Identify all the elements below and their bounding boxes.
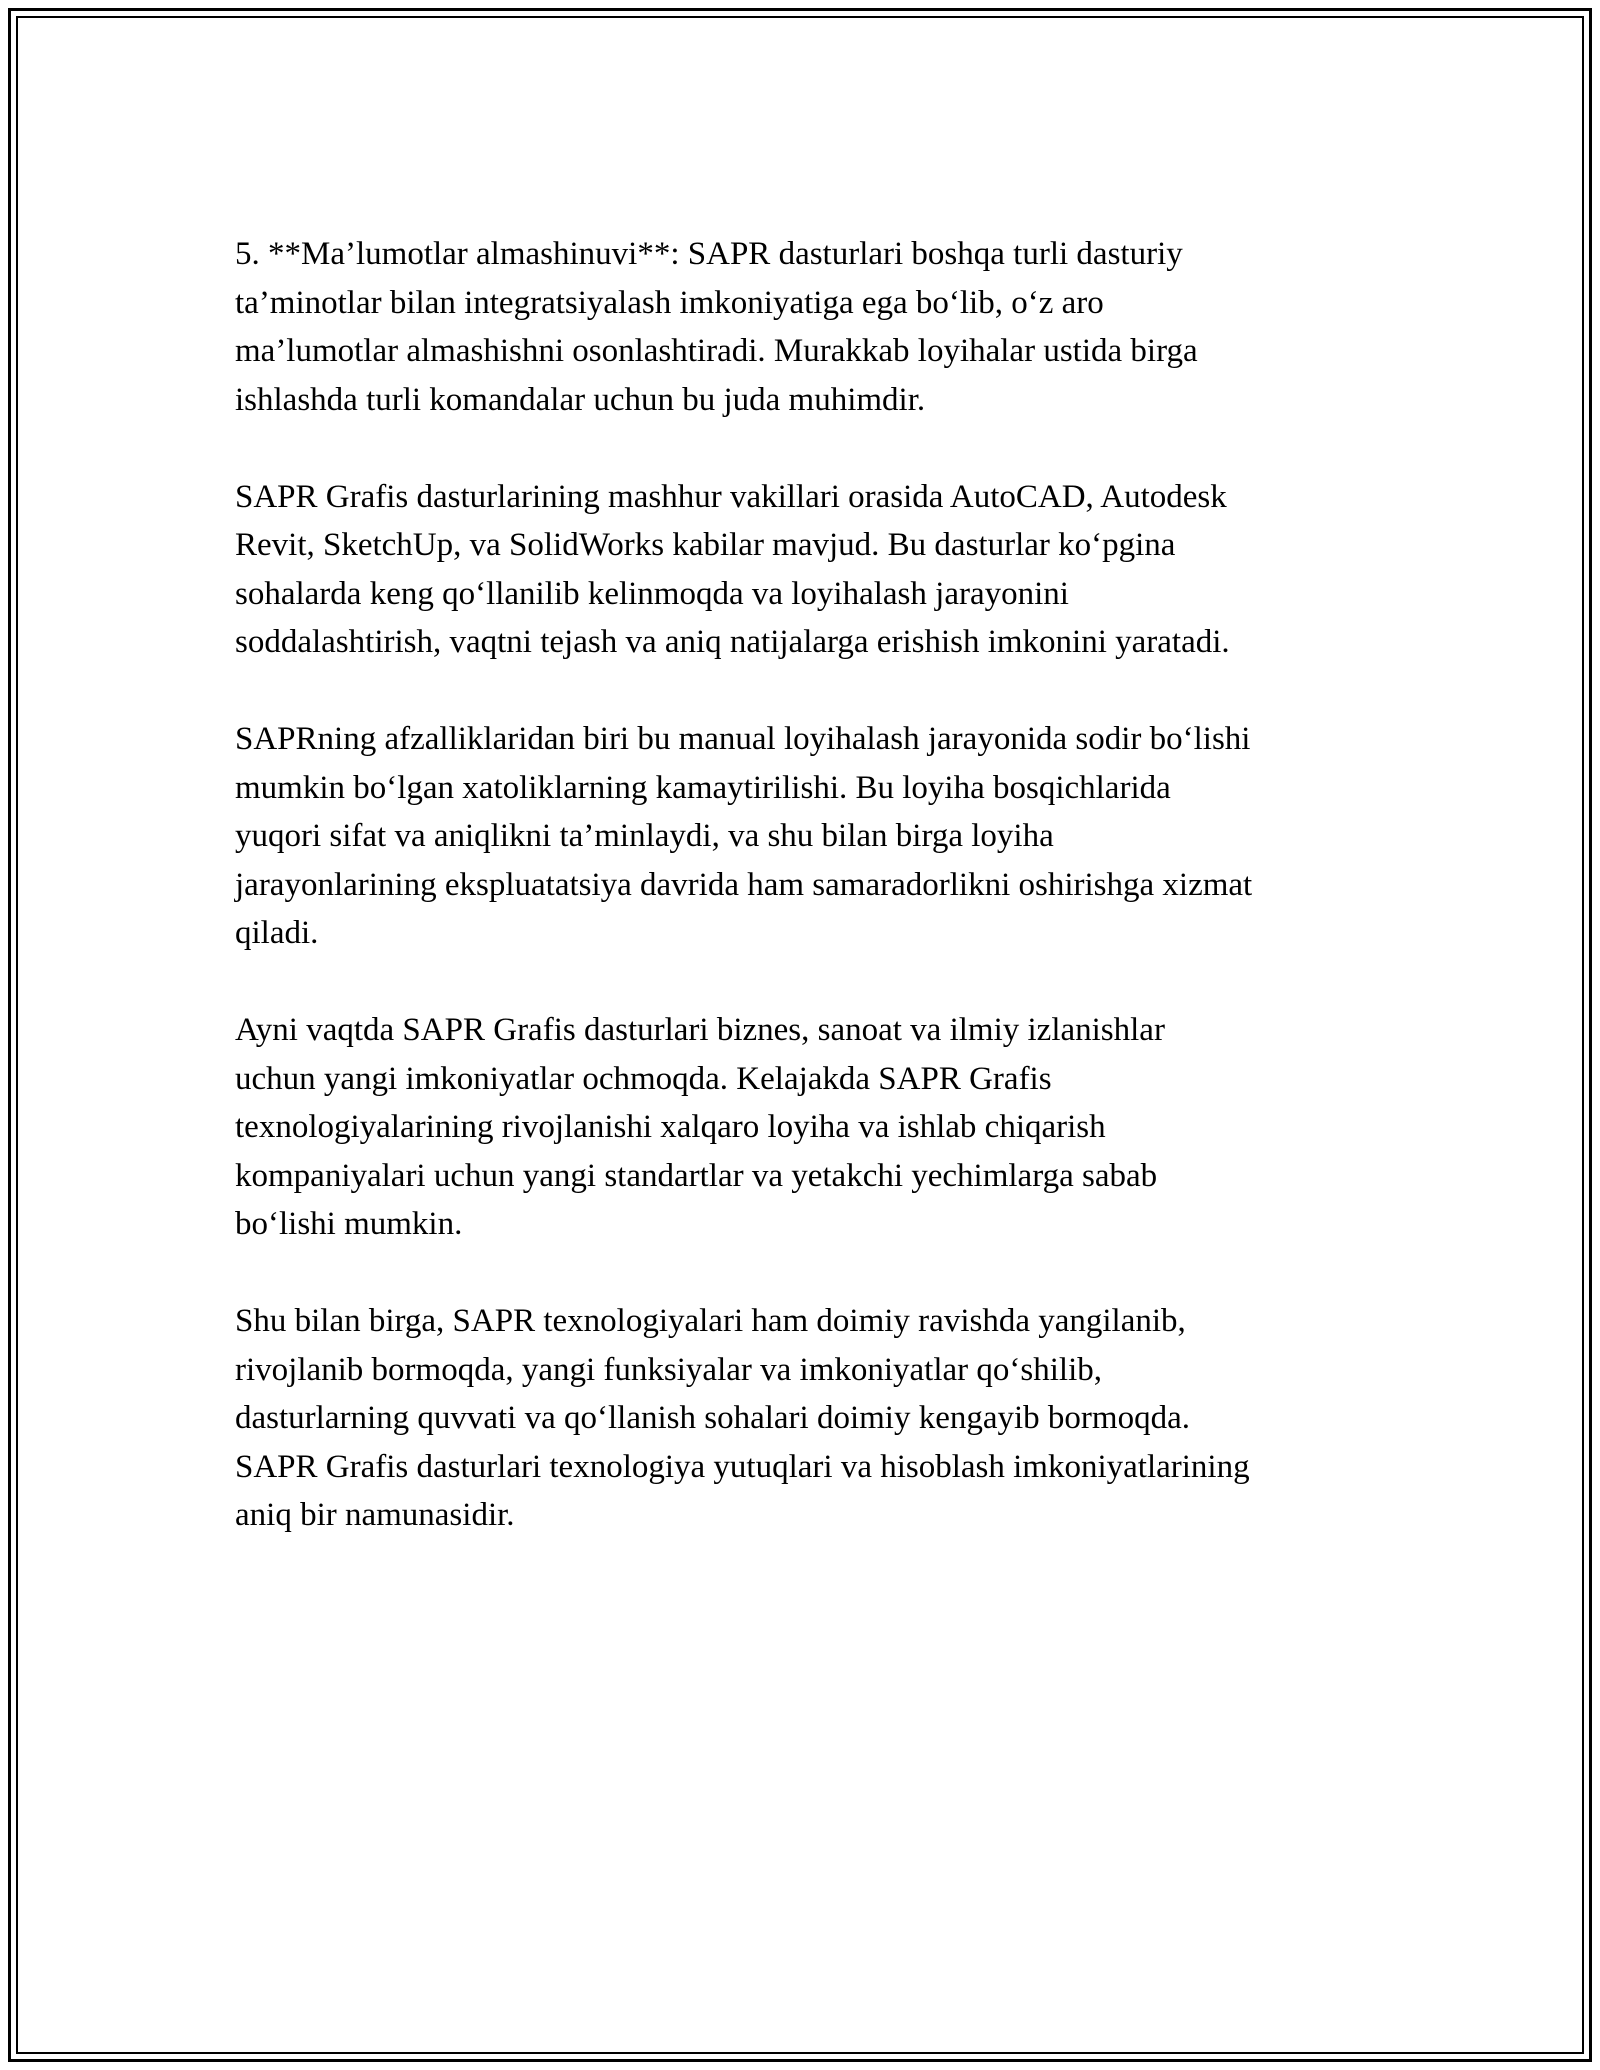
- text-line: SAPR Grafis dasturlarining mashhur vakillari orasida AutoCAD, Autodesk: [235, 478, 1227, 515]
- text-line: rivojlanib bormoqda, yangi funksiyalar va imkoniyatlar qo‘shilib,: [235, 1351, 1102, 1388]
- paragraph-continuous-updates: [235, 1297, 1385, 1540]
- text-line: SAPR Grafis dasturlari texnologiya yutuqlari va hisoblash imkoniyatlarining: [235, 1448, 1250, 1485]
- text-line: mumkin bo‘lgan xatoliklarning kamaytirilishi. Bu loyiha bosqichlarida: [235, 769, 1171, 806]
- text-line: 5. **Ma’lumotlar almashinuvi**: SAPR dasturlari boshqa turli dasturiy: [235, 236, 1183, 272]
- paragraph-popular-software: [235, 473, 1385, 667]
- document-body: [235, 230, 1385, 1588]
- text-line: Ayni vaqtda SAPR Grafis dasturlari biznes, sanoat va ilmiy izlanishlar: [235, 1012, 1165, 1048]
- text-line: kompaniyalari uchun yangi standartlar va yetakchi yechimlarga sabab: [235, 1157, 1158, 1194]
- paragraph-advantages: [235, 715, 1385, 958]
- paragraph-data-exchange: [235, 230, 1385, 424]
- text-line: jarayonlarining ekspluatatsiya davrida ham samaradorlikni oshirishga xizmat: [235, 866, 1253, 903]
- text-line: ta’minotlar bilan integratsiyalash imkoniyatiga ega bo‘lib, o‘z aro: [235, 284, 1104, 321]
- text-line: bo‘lishi mumkin.: [235, 1206, 463, 1242]
- text-line: uchun yangi imkoniyatlar ochmoqda. Kelajakda SAPR Grafis: [235, 1060, 1052, 1097]
- text-line: texnologiyalarining rivojlanishi xalqaro loyiha va ishlab chiqarish: [235, 1109, 1106, 1145]
- text-line: SAPRning afzalliklaridan biri bu manual loyihalash jarayonida sodir bo‘lishi: [235, 721, 1251, 757]
- text-line: yuqori sifat va aniqlikni ta’minlaydi, va shu bilan birga loyiha: [235, 818, 1054, 854]
- text-line: qiladi.: [235, 915, 319, 951]
- text-line: soddalashtirish, vaqtni tejash va aniq natijalarga erishish imkonini yaratadi.: [235, 624, 1230, 660]
- text-line: ishlashda turli komandalar uchun bu juda muhimdir.: [235, 381, 926, 418]
- text-line: aniq bir namunasidir.: [235, 1497, 515, 1533]
- paragraph-opportunities: [235, 1006, 1385, 1249]
- text-line: sohalarda keng qo‘llanilib kelinmoqda va loyihalash jarayonini: [235, 575, 1069, 612]
- text-line: Revit, SketchUp, va SolidWorks kabilar mavjud. Bu dasturlar ko‘pgina: [235, 527, 1176, 563]
- text-line: dasturlarning quvvati va qo‘llanish sohalari doimiy kengayib bormoqda.: [235, 1400, 1190, 1436]
- text-line: Shu bilan birga, SAPR texnologiyalari ham doimiy ravishda yangilanib,: [235, 1303, 1186, 1339]
- text-line: ma’lumotlar almashishni osonlashtiradi. Murakkab loyihalar ustida birga: [235, 333, 1198, 369]
